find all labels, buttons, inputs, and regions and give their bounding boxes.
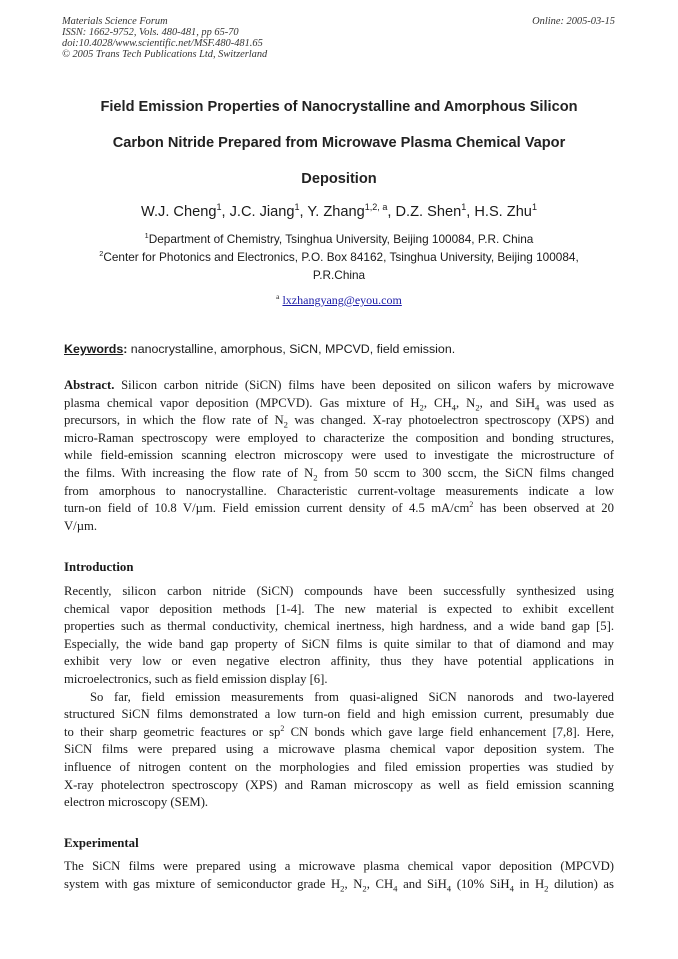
affiliation-2-cont: P.R.China	[312, 268, 366, 282]
author: J.C. Jiang	[229, 204, 295, 220]
doi-line: doi:10.4028/www.scientific.net/MSF.480-481.65	[62, 38, 263, 49]
copyright-line: © 2005 Trans Tech Publications Ltd, Switzerland	[62, 49, 268, 60]
keywords-label: Keywords	[64, 342, 124, 356]
author-list: W.J. Cheng$^1$, J.C. Jiang$^1$, Y. Zhang$^{1,2, a}$, D.Z. Shen$^1$, H.S. Zhu$^1$	[141, 202, 537, 220]
author: W.J. Cheng	[141, 204, 217, 220]
title-line-1: Field Emission Properties of Nanocrystalline and Amorphous Silicon	[100, 99, 578, 115]
author-affiliation-mark: 1	[294, 202, 300, 213]
paper-title	[50, 89, 628, 197]
section-heading-introduction: Introduction	[64, 560, 134, 574]
keywords: Keywords: nanocrystalline, amorphous, SiCN, MPCVD, field emission.	[64, 342, 456, 356]
title-line-3: Deposition	[301, 171, 377, 187]
title-line-2: Carbon Nitride Prepared from Microwave Plasma Chemical Vapor	[112, 135, 566, 151]
online-date: Online: 2005-03-15	[532, 16, 615, 27]
abstract: Abstract. Silicon carbon nitride (SiCN) films have been deposited on silicon wafers by microwave plasma chemical vapor deposition (MPCVD). Gas mixture of $H_2$, $CH_4$, $N_2$, and SiH$_4$ was used as precursors, in which the flow rate of $N_2$ was changed. X-ray photoelectron spectroscopy (XPS) and micro-Raman spectroscopy were employed to characterize the composition and bonding structures, while field-emission scanning electron microscopy were used to investigate the microstructure of the films. With increasing the flow rate of $N_2$ from 50 sccm to 300 sccm, the SiCN films changed from amorphous to nanocrystalline. Characteristic current-voltage measurements indicate a low turn-on field of 10.8 V/µm. Field emission current density of 4.5 $mA/cm^2$ has been observed at 20 V/µm.	[64, 378, 615, 533]
section-heading-experimental: Experimental	[64, 836, 139, 850]
author-affiliation-mark: 1	[216, 202, 222, 213]
journal-name: Materials Science Forum	[62, 16, 168, 27]
keywords-text: nanocrystalline, amorphous, SiCN, MPCVD, field emission.	[127, 342, 456, 356]
affiliations	[40, 230, 638, 284]
issn-line: ISSN: 1662-9752, Vols. 480-481, pp 65-70	[62, 27, 239, 38]
affiliation-1: $^1$Department of Chemistry, Tsinghua University, Beijing 100084, P.R. China	[144, 231, 534, 246]
introduction-body: Recently, silicon carbon nitride (SiCN) compounds have been successfully synthesized using chemical vapor deposition methods [1-4]. The new material is expected to exhibit excellent properties such as thermal conductivity, chemical inertness, high hardness, and a wide band gap [5]. Especially, the wide band gap property of SiCN films is quite similar to that of diamond and may exhibit very low or even negative electron affinity, thus they have potential applications in microelectronics, such as field emission display [6]. So far, field emission measurements from quasi-aligned SiCN nanorods and two-layered structured SiCN films demonstrated a low turn-on field and high emission current, presumably due to their sharp geometric feactures or $sp^2$ CN bonds which gave large field enhancement [7,8]. Here, SiCN films were prepared using a microwave plasma chemical vapor deposition system. The influence of nitrogen content on the morphologies and filed emission properties was studied by X-ray photelectron spectroscopy (XPS) and Raman microscopy as well as field emission scanning electron microscopy (SEM).	[64, 584, 614, 810]
author-affiliation-mark: 1	[461, 202, 467, 213]
experimental-body: The SiCN films were prepared using a microwave plasma chemical vapor deposition (MPCVD) system with gas mixture of semiconductor grade $H_2$, $N_2$, $CH_4$ and SiH$_4$ (10% SiH$_4$ in $H_2$ dilution) as	[64, 859, 614, 894]
corresponding-email: $^a$ lxzhangyang@eyou.com	[276, 292, 402, 307]
author: D.Z. Shen	[395, 204, 462, 220]
author: Y. Zhang	[307, 204, 365, 220]
journal-header	[62, 16, 267, 60]
email-link[interactable]: lxzhangyang@eyou.com	[282, 293, 402, 307]
abstract-label: Abstract.	[64, 378, 115, 392]
author: H.S. Zhu	[474, 204, 532, 220]
affiliation-2: $^2$Center for Photonics and Electronics, P.O. Box 84162, Tsinghua University, Beijing 100084,	[99, 249, 579, 264]
author-affiliation-mark: 1	[531, 202, 537, 213]
author-affiliation-mark: 1,2, a	[364, 202, 388, 213]
